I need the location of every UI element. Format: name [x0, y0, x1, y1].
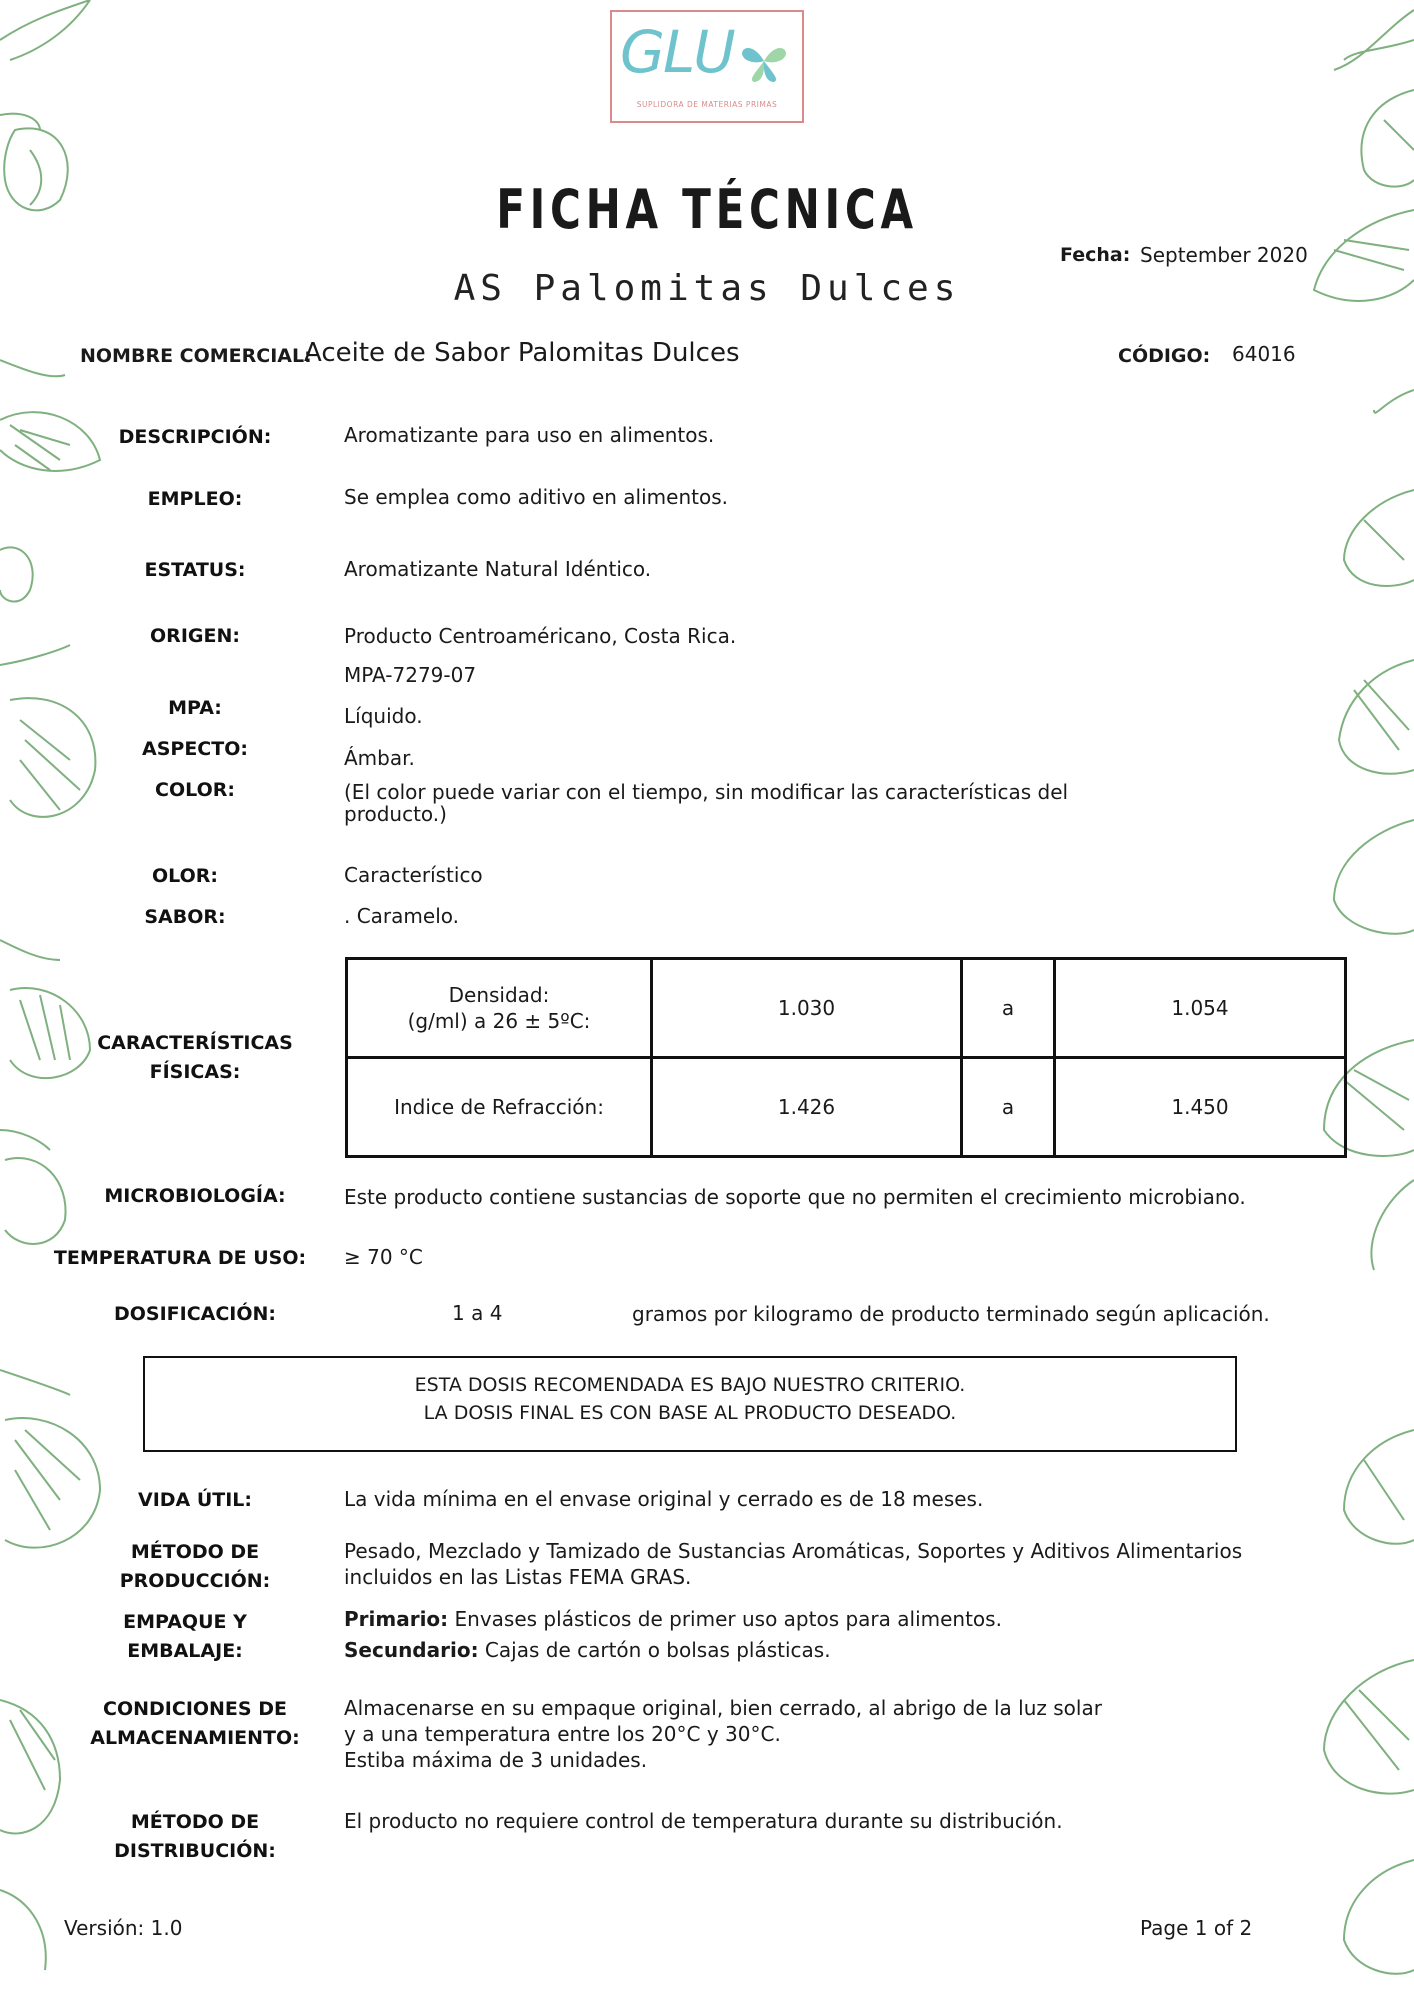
page-number: Page 1 of 2	[1140, 1916, 1253, 1940]
primario-label: Primario:	[344, 1607, 449, 1631]
primario-value: Envases plásticos de primer uso aptos para alimentos.	[448, 1607, 1002, 1631]
color-note-line-2: producto.)	[344, 802, 447, 826]
sabor-value: . Caramelo.	[344, 904, 459, 928]
empaque-label	[90, 1608, 280, 1666]
almacenamiento-label	[85, 1695, 305, 1753]
metodo-produccion-line-1: Pesado, Mezclado y Tamizado de Sustancias Aromáticas, Soportes y Aditivos Alimentarios	[344, 1539, 1243, 1563]
descripcion-value: Aromatizante para uso en alimentos.	[344, 423, 715, 447]
empaque-value	[344, 1604, 1002, 1666]
dosage-note-line-2: LA DOSIS FINAL ES CON BASE AL PRODUCTO DESEADO.	[423, 1402, 957, 1424]
estatus-value: Aromatizante Natural Idéntico.	[344, 557, 652, 581]
caracteristicas-label-line-1: CARACTERÍSTICAS	[97, 1032, 293, 1054]
distribucion-label-line-1: MÉTODO DE	[130, 1811, 260, 1833]
distribucion-label	[90, 1808, 300, 1866]
document-title: FICHA TÉCNICA	[496, 178, 918, 241]
almacenamiento-label-line-2: ALMACENAMIENTO:	[90, 1727, 300, 1749]
leaf-logo-icon	[738, 36, 790, 86]
microbiologia-value: Este producto contiene sustancias de soporte que no permiten el crecimiento microbiano.	[344, 1185, 1246, 1209]
physical-characteristics-table	[345, 957, 1347, 1158]
density-name-cell	[347, 959, 652, 1058]
dosificacion-amount: 1 a 4	[452, 1301, 503, 1325]
color-label: COLOR:	[155, 779, 235, 801]
origen-label: ORIGEN:	[150, 625, 240, 647]
dosificacion-unit: gramos por kilogramo de producto terminado según aplicación.	[632, 1302, 1270, 1326]
metodo-produccion-label-line-1: MÉTODO DE	[130, 1541, 260, 1563]
fecha-label: Fecha:	[1060, 244, 1131, 266]
temperatura-value: ≥ 70 °C	[344, 1245, 423, 1269]
descripcion-label: DESCRIPCIÓN:	[118, 426, 272, 448]
dosage-note-line-1: ESTA DOSIS RECOMENDADA ES BAJO NUESTRO CRITERIO.	[414, 1374, 966, 1396]
metodo-produccion-label-line-2: PRODUCCIÓN:	[119, 1570, 271, 1592]
nombre-comercial-value: Aceite de Sabor Palomitas Dulces	[304, 338, 740, 368]
empleo-value: Se emplea como aditivo en alimentos.	[344, 485, 728, 509]
temperatura-label: TEMPERATURA DE USO:	[53, 1247, 307, 1269]
almacenamiento-line-3: Estiba máxima de 3 unidades.	[344, 1748, 648, 1772]
dosage-note-box	[143, 1356, 1237, 1452]
metodo-produccion-line-2: incluidos en las Listas FEMA GRAS.	[344, 1565, 692, 1589]
refraction-name-cell: Indice de Refracción:	[347, 1058, 652, 1157]
aspecto-value: Líquido.	[344, 704, 423, 728]
vida-util-value: La vida mínima en el envase original y cerrado es de 18 meses.	[344, 1487, 984, 1511]
origen-value: Producto Centroaméricano, Costa Rica.	[344, 624, 737, 648]
nombre-comercial-label: NOMBRE COMERCIAL:	[80, 345, 312, 367]
mpa-value: MPA-7279-07	[344, 663, 477, 687]
empleo-label: EMPLEO:	[147, 488, 243, 510]
olor-value: Característico	[344, 863, 483, 887]
olor-label: OLOR:	[152, 865, 218, 887]
empaque-label-line-2: EMBALAJE:	[127, 1640, 243, 1662]
logo-tagline: SUPLIDORA DE MATERIAS PRIMAS	[636, 100, 778, 109]
empaque-label-line-1: EMPAQUE Y	[123, 1611, 247, 1633]
secundario-label: Secundario:	[344, 1638, 479, 1662]
estatus-label: ESTATUS:	[144, 559, 246, 581]
distribucion-value: El producto no requiere control de temperatura durante su distribución.	[344, 1809, 1063, 1833]
density-name-line-2: (g/ml) a 26 ± 5ºC:	[407, 1009, 591, 1033]
refraction-max-cell: 1.450	[1055, 1058, 1346, 1157]
metodo-produccion-value	[344, 1538, 1242, 1590]
empaque-primario	[344, 1604, 1002, 1635]
company-logo	[610, 10, 804, 123]
fecha-value: September 2020	[1140, 243, 1308, 267]
dosificacion-label: DOSIFICACIÓN:	[113, 1303, 277, 1325]
sabor-label: SABOR:	[144, 906, 226, 928]
refraction-sep-cell: a	[962, 1058, 1055, 1157]
color-note-line-1: (El color puede variar con el tiempo, sin modificar las características del	[344, 780, 1069, 804]
almacenamiento-value	[344, 1695, 1102, 1773]
empaque-secundario	[344, 1635, 1002, 1666]
table-row	[347, 1058, 1346, 1157]
caracteristicas-label-line-2: FÍSICAS:	[149, 1061, 241, 1083]
caracteristicas-label	[90, 1029, 300, 1087]
logo-wordmark: GLU	[620, 18, 734, 86]
aspecto-label: ASPECTO:	[142, 738, 248, 760]
almacenamiento-line-2: y a una temperatura entre los 20°C y 30°C.	[344, 1722, 781, 1746]
almacenamiento-line-1: Almacenarse en su empaque original, bien cerrado, al abrigo de la luz solar	[344, 1696, 1102, 1720]
density-max-cell: 1.054	[1055, 959, 1346, 1058]
mpa-label: MPA:	[168, 697, 222, 719]
distribucion-label-line-2: DISTRIBUCIÓN:	[114, 1840, 276, 1862]
refraction-min-cell: 1.426	[652, 1058, 962, 1157]
color-note	[344, 781, 1068, 825]
color-value: Ámbar.	[344, 746, 415, 770]
vida-util-label: VIDA ÚTIL:	[137, 1489, 253, 1511]
density-name-line-1: Densidad:	[448, 983, 550, 1007]
density-min-cell: 1.030	[652, 959, 962, 1058]
secundario-value: Cajas de cartón o bolsas plásticas.	[478, 1638, 831, 1662]
almacenamiento-label-line-1: CONDICIONES DE	[103, 1698, 287, 1720]
density-sep-cell: a	[962, 959, 1055, 1058]
version-footer: Versión: 1.0	[64, 1916, 183, 1940]
product-subtitle: AS Palomitas Dulces	[453, 268, 961, 309]
codigo-label: CÓDIGO:	[1118, 345, 1211, 367]
table-row	[347, 959, 1346, 1058]
metodo-produccion-label	[90, 1538, 300, 1596]
codigo-value: 64016	[1232, 342, 1296, 366]
microbiologia-label: MICROBIOLOGÍA:	[104, 1185, 286, 1207]
